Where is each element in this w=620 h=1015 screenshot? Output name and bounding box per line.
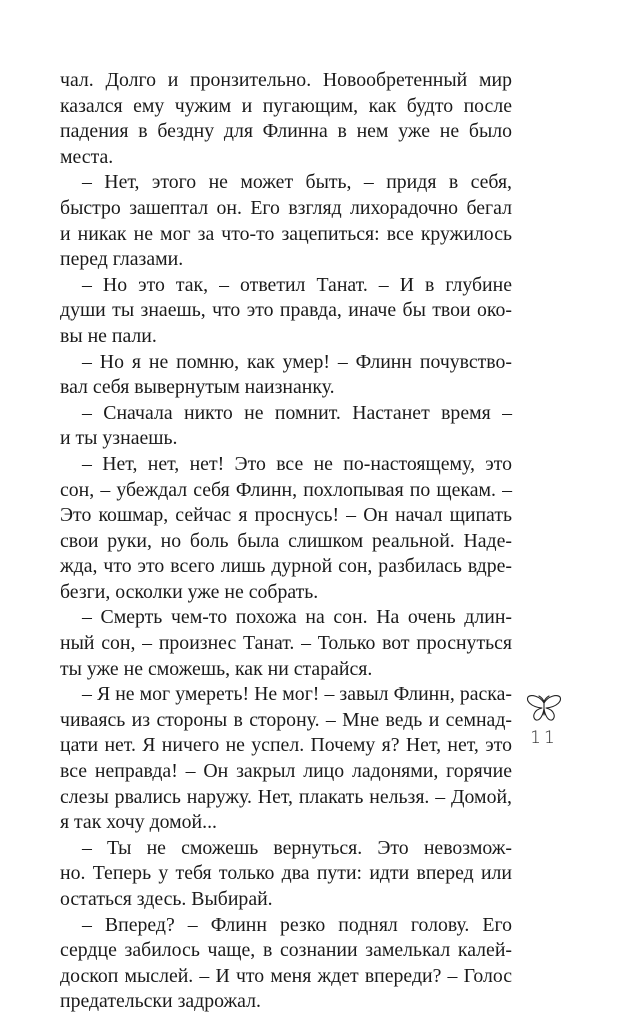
text-line: все неправда! – Он закрыл лицо ладонями, горячие	[60, 760, 512, 783]
text-line: ный сон, – произнес Танат. – Только вот проснуться	[60, 632, 512, 655]
text-line: жда, что это всего лишь дурной сон, разбилась вдре-	[60, 555, 512, 578]
text-line: свои руки, но боль была слишком реальной. Наде-	[60, 529, 512, 552]
text-line: доскоп мыслей. – И что меня ждет впереди? – Голос	[60, 964, 512, 987]
text-line: места.	[60, 145, 114, 168]
text-line: сердце забилось чаще, в сознании замелькал калей-	[60, 939, 512, 962]
text-line: остаться здесь. Выбирай.	[60, 888, 273, 910]
text-line: души ты знаешь, что это правда, иначе бы твои око-	[60, 299, 512, 322]
text-line: казался ему чужим и пугающим, как будто после	[60, 94, 512, 117]
text-line: предательски задрожал.	[60, 990, 261, 1013]
text-line: быстро зашептал он. Его взгляд лихорадочно бегал	[60, 196, 512, 219]
text-line: – Но я не помню, как умер! – Флинн почувство-	[82, 350, 512, 373]
text-line: Это кошмар, сейчас я проснусь! – Он начал щипать	[60, 504, 512, 527]
page-number: 11	[530, 728, 558, 748]
text-line: – Я не мог умереть! Не мог! – завыл Флинн, раска-	[82, 683, 512, 706]
text-line: сон, – убеждал себя Флинн, похлопывая по щекам. –	[60, 478, 512, 501]
text-line: ты уже не сможешь, как ни старайся.	[60, 657, 373, 680]
page-body-text	[60, 68, 512, 1015]
text-line: цати нет. Я ничего не успел. Почему я? Нет, нет, это	[60, 734, 512, 757]
text-line: и ты узнаешь.	[60, 427, 178, 450]
text-line: перед глазами.	[60, 248, 184, 271]
text-line: чал. Долго и пронзительно. Новообретенный мир	[60, 69, 512, 91]
text-line: – Сначала никто не помнит. Настанет время –	[82, 401, 512, 424]
text-line: – Нет, нет, нет! Это все не по-настоящему, это	[82, 452, 512, 475]
text-line: – Нет, этого не может быть, – придя в себя,	[82, 171, 512, 194]
text-line: – Ты не сможешь вернуться. Это невозмож-	[82, 836, 512, 859]
text-line: падения в бездну для Флинна в нем уже не было	[60, 120, 512, 143]
text-line: слезы рвались наружу. Нет, плакать нельзя. – Домой,	[60, 785, 512, 808]
text-line: я так хочу домой...	[60, 811, 217, 834]
text-line: – Смерть чем-то похожа на сон. На очень длин-	[82, 606, 512, 629]
butterfly-icon	[526, 693, 562, 723]
text-line: чиваясь из стороны в сторону. – Мне ведь и семнад-	[60, 708, 512, 731]
text-line: и никак не мог за что-то зацепиться: все кружилось	[60, 222, 512, 245]
text-line: вы не пали.	[60, 324, 157, 347]
text-line: но. Теперь у тебя только два пути: идти вперед или	[60, 862, 512, 885]
text-line: безги, осколки уже не собрать.	[60, 580, 319, 603]
text-line: – Вперед? – Флинн резко поднял голову. Его	[82, 913, 512, 936]
text-line: вал себя вывернутым наизнанку.	[60, 376, 335, 399]
text-line: – Но это так, – ответил Танат. – И в глубине	[82, 273, 512, 296]
